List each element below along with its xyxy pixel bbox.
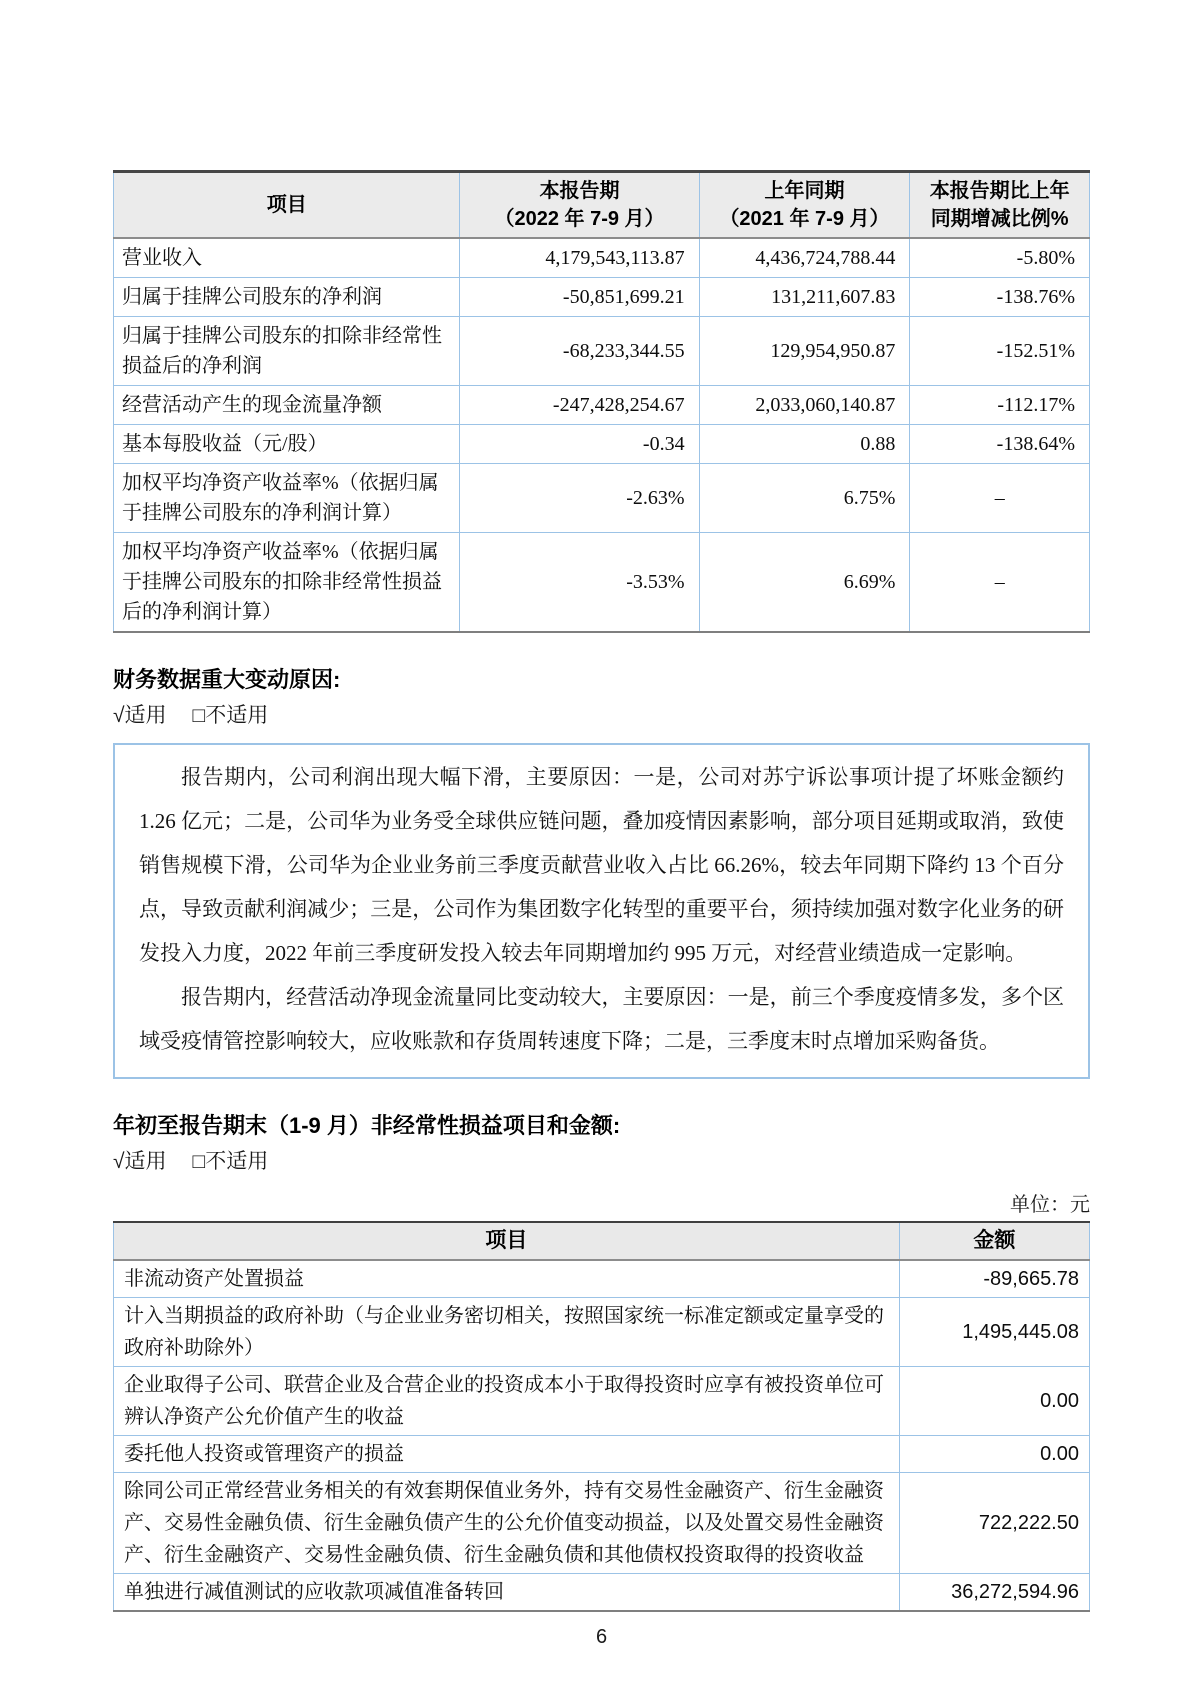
col-header-prior-line2: （2021 年 7-9 月）	[719, 208, 890, 230]
change-value-cell: -112.17%	[910, 386, 1090, 425]
prior-value-cell: 6.75%	[699, 464, 910, 533]
change-value-cell: -152.51%	[910, 317, 1090, 386]
table-row	[114, 1260, 1090, 1298]
unit-label: 单位：元	[1010, 1194, 1090, 1216]
non-recurring-items-table	[113, 1221, 1090, 1612]
applicable-option-checked: √适用	[113, 1150, 167, 1173]
reason-box	[113, 743, 1090, 1079]
reason-paragraph: 报告期内，经营活动净现金流量同比变动较大，主要原因：一是，前三个季度疫情多发，多个区域受疫情管控影响较大，应收账款和存货周转速度下降；二是，三季度末时点增加采购备货。	[139, 985, 1064, 1053]
item-cell: 企业取得子公司、联营企业及合营企业的投资成本小于取得投资时应享有被投资单位可辨认净资产公允价值产生的收益	[114, 1367, 900, 1436]
amount-cell: 722,222.50	[899, 1473, 1089, 1574]
section1-title: 财务数据重大变动原因:	[113, 667, 341, 692]
item-cell: 加权平均净资产收益率%（依据归属于挂牌公司股东的净利润计算）	[114, 464, 460, 533]
item-cell: 经营活动产生的现金流量净额	[114, 386, 460, 425]
item-cell: 归属于挂牌公司股东的净利润	[114, 278, 460, 317]
current-value-cell: -68,233,344.55	[460, 317, 699, 386]
prior-value-cell: 129,954,950.87	[699, 317, 910, 386]
table-row	[114, 1298, 1090, 1367]
prior-value-cell: 4,436,724,788.44	[699, 238, 910, 278]
change-value-cell: –	[910, 464, 1090, 533]
item-cell: 归属于挂牌公司股东的扣除非经常性损益后的净利润	[114, 317, 460, 386]
financial-summary-body	[114, 238, 1090, 632]
amount-cell: 0.00	[899, 1367, 1089, 1436]
table-row	[114, 425, 1090, 464]
col-header-prior-line1: 上年同期	[764, 180, 845, 202]
item-cell: 除同公司正常经营业务相关的有效套期保值业务外，持有交易性金融资产、衍生金融资产、交易性金融负债、衍生金融负债产生的公允价值变动损益，以及处置交易性金融资产、衍生金融资产、交易性金融负债、衍生金融负债和其他债权投资取得的投资收益	[114, 1473, 900, 1574]
table-row	[114, 1367, 1090, 1436]
col-header-current-line1: 本报告期	[539, 180, 620, 202]
non-recurring-body	[114, 1260, 1090, 1611]
item-cell: 非流动资产处置损益	[114, 1260, 900, 1298]
item-cell: 计入当期损益的政府补助（与企业业务密切相关，按照国家统一标准定额或定量享受的政府补助除外）	[114, 1298, 900, 1367]
col-header-prior-period	[699, 172, 910, 239]
header-row	[114, 1222, 1090, 1260]
section2-title: 年初至报告期末（1-9 月）非经常性损益项目和金额:	[113, 1113, 621, 1138]
current-value-cell: 4,179,543,113.87	[460, 238, 699, 278]
change-value-cell: -5.80%	[910, 238, 1090, 278]
table-row	[114, 238, 1090, 278]
table-row	[114, 533, 1090, 633]
item-cell: 基本每股收益（元/股）	[114, 425, 460, 464]
prior-value-cell: 6.69%	[699, 533, 910, 633]
section1-applicability	[113, 701, 1090, 731]
not-applicable-option: □不适用	[192, 704, 269, 727]
item-cell: 营业收入	[114, 238, 460, 278]
section2-applicability	[113, 1147, 1090, 1177]
col-header-item: 项目	[114, 1222, 900, 1260]
prior-value-cell: 2,033,060,140.87	[699, 386, 910, 425]
amount-cell: 36,272,594.96	[899, 1574, 1089, 1612]
change-value-cell: -138.76%	[910, 278, 1090, 317]
table-row	[114, 317, 1090, 386]
current-value-cell: -247,428,254.67	[460, 386, 699, 425]
item-cell: 单独进行减值测试的应收款项减值准备转回	[114, 1574, 900, 1612]
item-cell: 委托他人投资或管理资产的损益	[114, 1436, 900, 1473]
current-value-cell: -50,851,699.21	[460, 278, 699, 317]
financial-summary-header	[114, 172, 1090, 239]
current-value-cell: -3.53%	[460, 533, 699, 633]
prior-value-cell: 0.88	[699, 425, 910, 464]
applicable-option-checked: √适用	[113, 704, 167, 727]
header-row	[114, 172, 1090, 239]
current-value-cell: -2.63%	[460, 464, 699, 533]
change-value-cell: -138.64%	[910, 425, 1090, 464]
not-applicable-option: □不适用	[192, 1150, 269, 1173]
amount-cell: -89,665.78	[899, 1260, 1089, 1298]
amount-cell: 0.00	[899, 1436, 1089, 1473]
col-header-current-line2: （2022 年 7-9 月）	[494, 208, 665, 230]
col-header-item-label: 项目	[266, 194, 307, 216]
col-header-item	[114, 172, 460, 239]
col-header-change-line1: 本报告期比上年	[929, 180, 1070, 202]
page-number: 6	[595, 1626, 608, 1648]
col-header-change	[910, 172, 1090, 239]
col-header-amount: 金额	[899, 1222, 1089, 1260]
table-row	[114, 1436, 1090, 1473]
current-value-cell: -0.34	[460, 425, 699, 464]
reason-paragraph: 报告期内，公司利润出现大幅下滑，主要原因：一是，公司对苏宁诉讼事项计提了坏账金额约 1.26 亿元；二是，公司华为业务受全球供应链问题，叠加疫情因素影响，部分项目延期或取消，致使销售规模下滑，公司华为企业业务前三季度贡献营业收入占比 66.26%，较去年同期下降约 13 个百分点，导致贡献利润减少；三是，公司作为集团数字化转型的重要平台，须持续加强对数字化业务的研发投入力度，2022 年前三季度研发投入较去年同期增加约 995 万元，对经营业绩造成一定影响。	[139, 765, 1064, 965]
change-value-cell: –	[910, 533, 1090, 633]
table-row	[114, 464, 1090, 533]
financial-summary-table	[113, 170, 1090, 633]
col-header-change-line2: 同期增减比例%	[930, 208, 1069, 230]
non-recurring-header	[114, 1222, 1090, 1260]
prior-value-cell: 131,211,607.83	[699, 278, 910, 317]
table-row	[114, 1473, 1090, 1574]
table-row	[114, 278, 1090, 317]
table-row	[114, 386, 1090, 425]
item-cell: 加权平均净资产收益率%（依据归属于挂牌公司股东的扣除非经常性损益后的净利润计算）	[114, 533, 460, 633]
table-row	[114, 1574, 1090, 1612]
amount-cell: 1,495,445.08	[899, 1298, 1089, 1367]
col-header-current-period	[460, 172, 699, 239]
